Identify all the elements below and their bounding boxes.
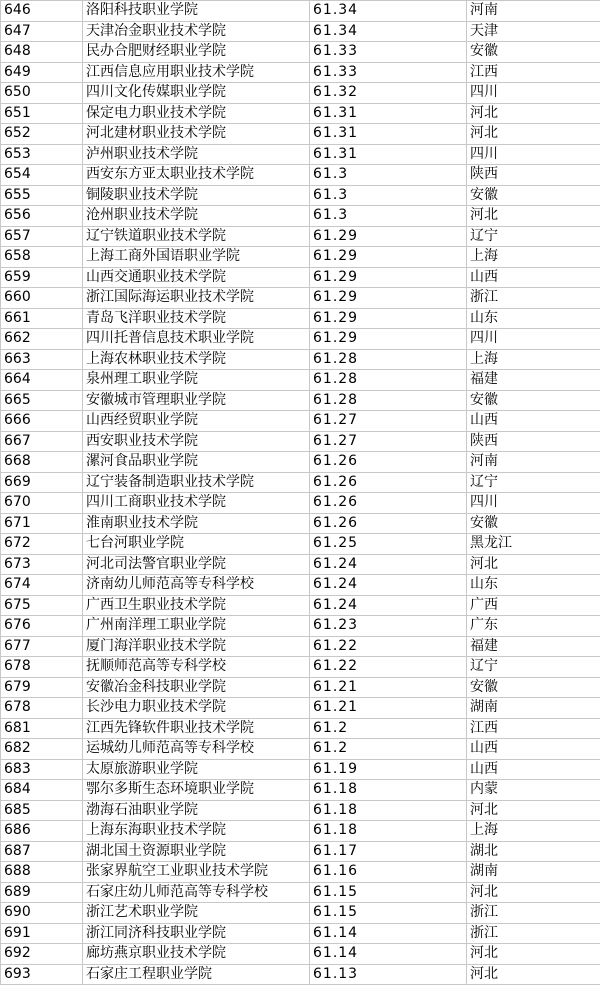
province-cell: 黑龙江	[467, 534, 600, 555]
province-cell: 江西	[467, 62, 600, 83]
province-cell: 山西	[467, 267, 600, 288]
table-row	[1, 21, 600, 42]
table-row	[1, 267, 600, 288]
school-name-cell: 厦门海洋职业技术学院	[83, 636, 310, 657]
province-cell: 安徽	[467, 677, 600, 698]
rank-cell: 665	[1, 390, 83, 411]
rank-cell: 647	[1, 21, 83, 42]
table-row	[1, 944, 600, 965]
school-name-cell: 广州南洋理工职业学院	[83, 616, 310, 637]
rank-cell: 663	[1, 349, 83, 370]
school-name-cell: 抚顺师范高等专科学校	[83, 657, 310, 678]
school-name-cell: 民办合肥财经职业学院	[83, 42, 310, 63]
province-cell: 内蒙	[467, 780, 600, 801]
score-cell: 61.3	[310, 165, 467, 186]
table-row	[1, 349, 600, 370]
school-name-cell: 四川工商职业技术学院	[83, 493, 310, 514]
province-cell: 河北	[467, 800, 600, 821]
province-cell: 四川	[467, 493, 600, 514]
rank-cell: 687	[1, 841, 83, 862]
table-row	[1, 595, 600, 616]
rank-cell: 685	[1, 800, 83, 821]
score-cell: 61.34	[310, 21, 467, 42]
table-row	[1, 411, 600, 432]
rank-cell: 677	[1, 636, 83, 657]
score-cell: 61.32	[310, 83, 467, 104]
school-name-cell: 淮南职业技术学院	[83, 513, 310, 534]
score-cell: 61.26	[310, 493, 467, 514]
table-row	[1, 513, 600, 534]
score-cell: 61.33	[310, 62, 467, 83]
rank-cell: 669	[1, 472, 83, 493]
rank-cell: 671	[1, 513, 83, 534]
rank-cell: 684	[1, 780, 83, 801]
school-name-cell: 四川托普信息技术职业学院	[83, 329, 310, 350]
province-cell: 四川	[467, 83, 600, 104]
rank-cell: 655	[1, 185, 83, 206]
score-cell: 61.28	[310, 349, 467, 370]
score-cell: 61.27	[310, 431, 467, 452]
score-cell: 61.26	[310, 452, 467, 473]
rank-cell: 673	[1, 554, 83, 575]
table-row	[1, 103, 600, 124]
province-cell: 天津	[467, 21, 600, 42]
score-cell: 61.17	[310, 841, 467, 862]
table-row	[1, 759, 600, 780]
school-name-cell: 沧州职业技术学院	[83, 206, 310, 227]
province-cell: 河北	[467, 124, 600, 145]
school-name-cell: 西安东方亚太职业技术学院	[83, 165, 310, 186]
school-name-cell: 上海东海职业技术学院	[83, 821, 310, 842]
rank-cell: 650	[1, 83, 83, 104]
table-row	[1, 308, 600, 329]
rank-cell: 657	[1, 226, 83, 247]
rank-cell: 679	[1, 677, 83, 698]
rank-cell: 674	[1, 575, 83, 596]
province-cell: 安徽	[467, 513, 600, 534]
table-row	[1, 390, 600, 411]
rank-cell: 652	[1, 124, 83, 145]
table-row	[1, 841, 600, 862]
rank-cell: 664	[1, 370, 83, 391]
school-name-cell: 天津冶金职业技术学院	[83, 21, 310, 42]
province-cell: 河北	[467, 206, 600, 227]
school-name-cell: 渤海石油职业学院	[83, 800, 310, 821]
table-row	[1, 185, 600, 206]
province-cell: 浙江	[467, 923, 600, 944]
score-cell: 61.24	[310, 595, 467, 616]
school-name-cell: 浙江国际海运职业技术学院	[83, 288, 310, 309]
table-row	[1, 821, 600, 842]
score-cell: 61.13	[310, 964, 467, 985]
score-cell: 61.26	[310, 472, 467, 493]
province-cell: 上海	[467, 349, 600, 370]
rank-cell: 686	[1, 821, 83, 842]
rank-cell: 670	[1, 493, 83, 514]
school-name-cell: 安徽冶金科技职业学院	[83, 677, 310, 698]
table-row	[1, 493, 600, 514]
school-name-cell: 上海工商外国语职业学院	[83, 247, 310, 268]
school-name-cell: 泉州理工职业学院	[83, 370, 310, 391]
rank-cell: 660	[1, 288, 83, 309]
school-name-cell: 保定电力职业技术学院	[83, 103, 310, 124]
table-row	[1, 698, 600, 719]
score-cell: 61.14	[310, 923, 467, 944]
school-name-cell: 广西卫生职业技术学院	[83, 595, 310, 616]
rank-cell: 683	[1, 759, 83, 780]
score-cell: 61.2	[310, 718, 467, 739]
table-row	[1, 636, 600, 657]
school-name-cell: 河北建材职业技术学院	[83, 124, 310, 145]
rank-cell: 658	[1, 247, 83, 268]
score-cell: 61.19	[310, 759, 467, 780]
province-cell: 辽宁	[467, 472, 600, 493]
rank-cell: 648	[1, 42, 83, 63]
rank-cell: 676	[1, 616, 83, 637]
score-cell: 61.31	[310, 144, 467, 165]
school-name-cell: 青岛飞洋职业技术学院	[83, 308, 310, 329]
province-cell: 广西	[467, 595, 600, 616]
school-name-cell: 石家庄工程职业学院	[83, 964, 310, 985]
province-cell: 浙江	[467, 903, 600, 924]
province-cell: 辽宁	[467, 226, 600, 247]
score-cell: 61.15	[310, 903, 467, 924]
score-cell: 61.18	[310, 821, 467, 842]
score-cell: 61.21	[310, 698, 467, 719]
rank-cell: 653	[1, 144, 83, 165]
score-cell: 61.18	[310, 800, 467, 821]
score-cell: 61.34	[310, 1, 467, 22]
school-name-cell: 洛阳科技职业学院	[83, 1, 310, 22]
rank-cell: 691	[1, 923, 83, 944]
score-cell: 61.16	[310, 862, 467, 883]
rank-cell: 659	[1, 267, 83, 288]
rank-cell: 682	[1, 739, 83, 760]
score-cell: 61.22	[310, 657, 467, 678]
school-name-cell: 太原旅游职业学院	[83, 759, 310, 780]
rank-cell: 646	[1, 1, 83, 22]
score-cell: 61.29	[310, 308, 467, 329]
rank-cell: 678	[1, 698, 83, 719]
province-cell: 浙江	[467, 288, 600, 309]
table-row	[1, 964, 600, 985]
table-row	[1, 431, 600, 452]
rank-cell: 654	[1, 165, 83, 186]
score-cell: 61.3	[310, 185, 467, 206]
rank-cell: 688	[1, 862, 83, 883]
table-row	[1, 370, 600, 391]
rank-cell: 692	[1, 944, 83, 965]
school-name-cell: 漯河食品职业学院	[83, 452, 310, 473]
table-row	[1, 616, 600, 637]
school-name-cell: 泸州职业技术学院	[83, 144, 310, 165]
school-name-cell: 河北司法警官职业学院	[83, 554, 310, 575]
province-cell: 山西	[467, 411, 600, 432]
table-row	[1, 144, 600, 165]
table-row	[1, 923, 600, 944]
school-name-cell: 湖北国土资源职业学院	[83, 841, 310, 862]
score-cell: 61.29	[310, 329, 467, 350]
table-row	[1, 575, 600, 596]
table-row	[1, 226, 600, 247]
table-row	[1, 1, 600, 22]
rank-cell: 672	[1, 534, 83, 555]
school-name-cell: 上海农林职业技术学院	[83, 349, 310, 370]
province-cell: 江西	[467, 718, 600, 739]
rank-cell: 667	[1, 431, 83, 452]
school-name-cell: 鄂尔多斯生态环境职业学院	[83, 780, 310, 801]
table-row	[1, 739, 600, 760]
table-row	[1, 677, 600, 698]
province-cell: 河南	[467, 452, 600, 473]
rank-cell: 681	[1, 718, 83, 739]
school-name-cell: 廊坊燕京职业技术学院	[83, 944, 310, 965]
province-cell: 福建	[467, 370, 600, 391]
table-row	[1, 165, 600, 186]
rank-cell: 649	[1, 62, 83, 83]
score-cell: 61.31	[310, 103, 467, 124]
score-cell: 61.29	[310, 226, 467, 247]
province-cell: 河北	[467, 103, 600, 124]
school-name-cell: 安徽城市管理职业学院	[83, 390, 310, 411]
school-name-cell: 江西先锋软件职业技术学院	[83, 718, 310, 739]
province-cell: 山东	[467, 308, 600, 329]
province-cell: 湖南	[467, 862, 600, 883]
score-cell: 61.14	[310, 944, 467, 965]
province-cell: 四川	[467, 329, 600, 350]
table-row	[1, 452, 600, 473]
score-cell: 61.27	[310, 411, 467, 432]
province-cell: 上海	[467, 821, 600, 842]
province-cell: 河北	[467, 964, 600, 985]
province-cell: 广东	[467, 616, 600, 637]
score-cell: 61.29	[310, 247, 467, 268]
province-cell: 陕西	[467, 431, 600, 452]
score-cell: 61.24	[310, 575, 467, 596]
score-cell: 61.21	[310, 677, 467, 698]
score-cell: 61.29	[310, 288, 467, 309]
score-cell: 61.28	[310, 390, 467, 411]
province-cell: 陕西	[467, 165, 600, 186]
school-name-cell: 济南幼儿师范高等专科学校	[83, 575, 310, 596]
table-row	[1, 472, 600, 493]
province-cell: 湖南	[467, 698, 600, 719]
school-name-cell: 浙江同济科技职业学院	[83, 923, 310, 944]
rank-cell: 690	[1, 903, 83, 924]
score-cell: 61.18	[310, 780, 467, 801]
province-cell: 河北	[467, 882, 600, 903]
rank-cell: 662	[1, 329, 83, 350]
score-cell: 61.26	[310, 513, 467, 534]
score-cell: 61.28	[310, 370, 467, 391]
score-cell: 61.15	[310, 882, 467, 903]
table-row	[1, 780, 600, 801]
province-cell: 福建	[467, 636, 600, 657]
province-cell: 上海	[467, 247, 600, 268]
score-cell: 61.3	[310, 206, 467, 227]
province-cell: 河北	[467, 554, 600, 575]
ranking-table-body	[1, 1, 600, 985]
province-cell: 河北	[467, 944, 600, 965]
score-cell: 61.33	[310, 42, 467, 63]
table-row	[1, 534, 600, 555]
school-name-cell: 山西交通职业技术学院	[83, 267, 310, 288]
score-cell: 61.29	[310, 267, 467, 288]
rank-cell: 693	[1, 964, 83, 985]
score-cell: 61.25	[310, 534, 467, 555]
province-cell: 安徽	[467, 185, 600, 206]
score-cell: 61.24	[310, 554, 467, 575]
table-row	[1, 800, 600, 821]
province-cell: 河南	[467, 1, 600, 22]
table-row	[1, 882, 600, 903]
table-row	[1, 62, 600, 83]
school-name-cell: 铜陵职业技术学院	[83, 185, 310, 206]
rank-cell: 689	[1, 882, 83, 903]
rank-cell: 651	[1, 103, 83, 124]
school-name-cell: 张家界航空工业职业技术学院	[83, 862, 310, 883]
province-cell: 山西	[467, 739, 600, 760]
table-row	[1, 247, 600, 268]
province-cell: 山东	[467, 575, 600, 596]
rank-cell: 661	[1, 308, 83, 329]
rank-cell: 675	[1, 595, 83, 616]
table-row	[1, 206, 600, 227]
table-row	[1, 554, 600, 575]
table-row	[1, 329, 600, 350]
school-name-cell: 辽宁装备制造职业技术学院	[83, 472, 310, 493]
score-cell: 61.23	[310, 616, 467, 637]
table-row	[1, 42, 600, 63]
province-cell: 辽宁	[467, 657, 600, 678]
province-cell: 安徽	[467, 390, 600, 411]
school-name-cell: 石家庄幼儿师范高等专科学校	[83, 882, 310, 903]
school-name-cell: 辽宁铁道职业技术学院	[83, 226, 310, 247]
school-name-cell: 七台河职业学院	[83, 534, 310, 555]
school-name-cell: 长沙电力职业技术学院	[83, 698, 310, 719]
table-row	[1, 657, 600, 678]
province-cell: 安徽	[467, 42, 600, 63]
school-name-cell: 西安职业技术学院	[83, 431, 310, 452]
school-name-cell: 运城幼儿师范高等专科学校	[83, 739, 310, 760]
rank-cell: 668	[1, 452, 83, 473]
school-name-cell: 四川文化传媒职业学院	[83, 83, 310, 104]
rank-cell: 666	[1, 411, 83, 432]
table-row	[1, 903, 600, 924]
school-name-cell: 山西经贸职业学院	[83, 411, 310, 432]
province-cell: 湖北	[467, 841, 600, 862]
score-cell: 61.2	[310, 739, 467, 760]
table-row	[1, 718, 600, 739]
score-cell: 61.22	[310, 636, 467, 657]
rank-cell: 656	[1, 206, 83, 227]
school-name-cell: 浙江艺术职业学院	[83, 903, 310, 924]
table-row	[1, 124, 600, 145]
rank-cell: 678	[1, 657, 83, 678]
table-row	[1, 83, 600, 104]
score-cell: 61.31	[310, 124, 467, 145]
province-cell: 山西	[467, 759, 600, 780]
table-row	[1, 862, 600, 883]
table-row	[1, 288, 600, 309]
school-name-cell: 江西信息应用职业技术学院	[83, 62, 310, 83]
province-cell: 四川	[467, 144, 600, 165]
